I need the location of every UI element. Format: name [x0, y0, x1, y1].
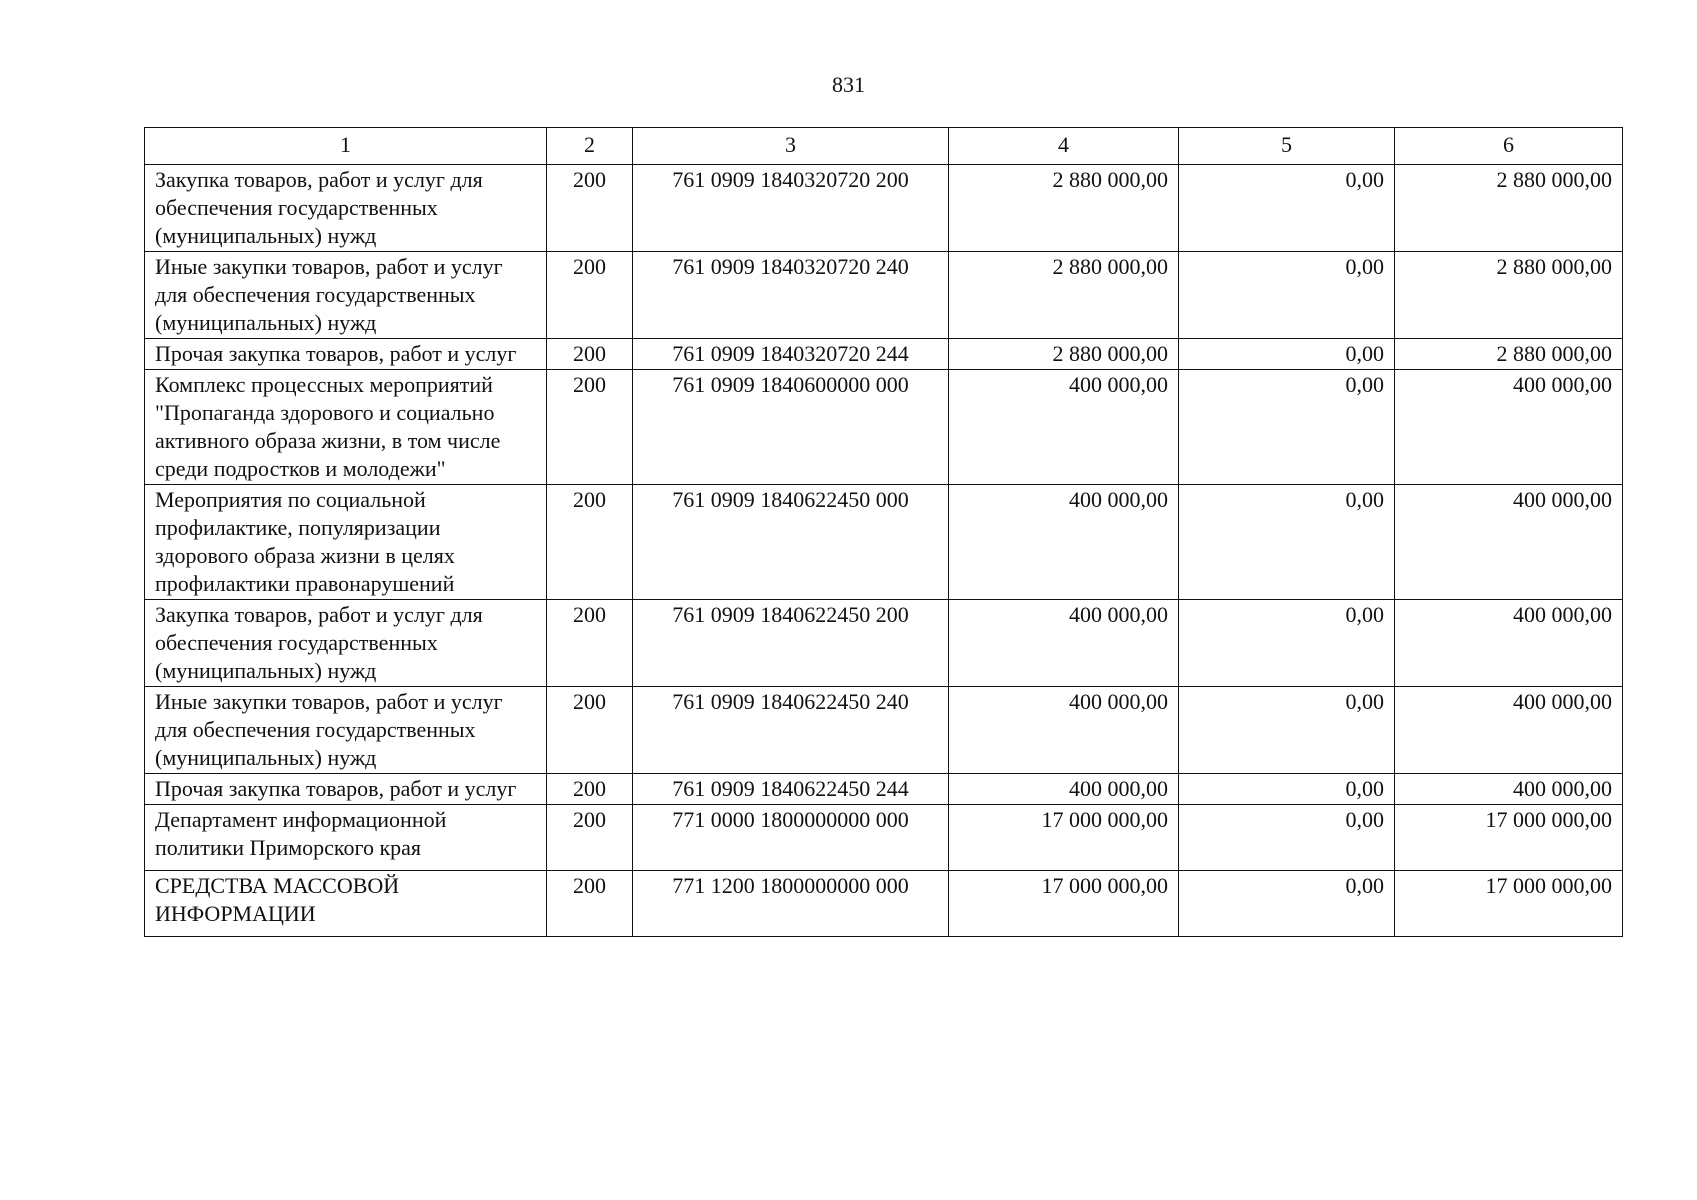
row-col6: 400 000,00 [1395, 600, 1623, 687]
column-header-4: 4 [949, 128, 1179, 165]
column-header-2: 2 [547, 128, 633, 165]
table-row [145, 165, 1623, 252]
row-col5: 0,00 [1179, 805, 1395, 871]
row-col5: 0,00 [1179, 774, 1395, 805]
row-name: СРЕДСТВА МАССОВОЙ ИНФОРМАЦИИ [145, 871, 547, 937]
row-col6: 400 000,00 [1395, 370, 1623, 485]
column-header-5: 5 [1179, 128, 1395, 165]
row-name: Мероприятия по социальной профилактике, популяризации здорового образа жизни в целях профилактики правонарушений [145, 485, 547, 600]
row-name: Иные закупки товаров, работ и услуг для обеспечения государственных (муниципальных) нужд [145, 252, 547, 339]
row-classifier: 771 1200 1800000000 000 [633, 871, 949, 937]
row-col5: 0,00 [1179, 339, 1395, 370]
column-header-1: 1 [145, 128, 547, 165]
row-col4: 400 000,00 [949, 687, 1179, 774]
row-name: Закупка товаров, работ и услуг для обеспечения государственных (муниципальных) нужд [145, 600, 547, 687]
row-col5: 0,00 [1179, 485, 1395, 600]
table-row [145, 687, 1623, 774]
row-name: Департамент информационной политики Приморского края [145, 805, 547, 871]
row-col6: 2 880 000,00 [1395, 165, 1623, 252]
row-code: 200 [547, 600, 633, 687]
table-row [145, 600, 1623, 687]
row-classifier: 761 0909 1840320720 240 [633, 252, 949, 339]
row-code: 200 [547, 774, 633, 805]
table-row [145, 485, 1623, 600]
row-col4: 400 000,00 [949, 600, 1179, 687]
row-col6: 17 000 000,00 [1395, 871, 1623, 937]
row-code: 200 [547, 370, 633, 485]
row-classifier: 761 0909 1840622450 200 [633, 600, 949, 687]
row-col4: 17 000 000,00 [949, 871, 1179, 937]
row-name: Прочая закупка товаров, работ и услуг [145, 339, 547, 370]
row-name: Прочая закупка товаров, работ и услуг [145, 774, 547, 805]
row-code: 200 [547, 687, 633, 774]
row-code: 200 [547, 339, 633, 370]
table-row [145, 871, 1623, 937]
row-code: 200 [547, 252, 633, 339]
row-col6: 400 000,00 [1395, 774, 1623, 805]
row-col5: 0,00 [1179, 165, 1395, 252]
table-row [145, 370, 1623, 485]
row-classifier: 761 0909 1840622450 000 [633, 485, 949, 600]
table-row [145, 805, 1623, 871]
budget-table [144, 127, 1623, 937]
row-code: 200 [547, 871, 633, 937]
table-row [145, 339, 1623, 370]
row-classifier: 761 0909 1840600000 000 [633, 370, 949, 485]
row-col4: 2 880 000,00 [949, 252, 1179, 339]
row-col5: 0,00 [1179, 252, 1395, 339]
row-col6: 2 880 000,00 [1395, 339, 1623, 370]
row-classifier: 761 0909 1840320720 244 [633, 339, 949, 370]
row-classifier: 761 0909 1840622450 244 [633, 774, 949, 805]
row-col6: 400 000,00 [1395, 485, 1623, 600]
row-col4: 400 000,00 [949, 370, 1179, 485]
row-name: Закупка товаров, работ и услуг для обеспечения государственных (муниципальных) нужд [145, 165, 547, 252]
row-col6: 17 000 000,00 [1395, 805, 1623, 871]
row-col4: 2 880 000,00 [949, 165, 1179, 252]
row-col6: 400 000,00 [1395, 687, 1623, 774]
row-col5: 0,00 [1179, 687, 1395, 774]
row-col4: 400 000,00 [949, 485, 1179, 600]
column-header-3: 3 [633, 128, 949, 165]
row-col6: 2 880 000,00 [1395, 252, 1623, 339]
row-code: 200 [547, 165, 633, 252]
row-code: 200 [547, 485, 633, 600]
table-row [145, 774, 1623, 805]
row-classifier: 761 0909 1840320720 200 [633, 165, 949, 252]
row-col5: 0,00 [1179, 871, 1395, 937]
column-header-6: 6 [1395, 128, 1623, 165]
row-classifier: 761 0909 1840622450 240 [633, 687, 949, 774]
header-row [145, 128, 1623, 165]
row-col4: 2 880 000,00 [949, 339, 1179, 370]
row-col4: 17 000 000,00 [949, 805, 1179, 871]
page-number: 831 [832, 72, 865, 97]
row-classifier: 771 0000 1800000000 000 [633, 805, 949, 871]
row-name: Комплекс процессных мероприятий "Пропаганда здорового и социально активного образа жизни, в том числе среди подростков и молодежи" [145, 370, 547, 485]
row-name: Иные закупки товаров, работ и услуг для обеспечения государственных (муниципальных) нужд [145, 687, 547, 774]
table-row [145, 252, 1623, 339]
row-col5: 0,00 [1179, 370, 1395, 485]
row-col4: 400 000,00 [949, 774, 1179, 805]
row-col5: 0,00 [1179, 600, 1395, 687]
row-code: 200 [547, 805, 633, 871]
